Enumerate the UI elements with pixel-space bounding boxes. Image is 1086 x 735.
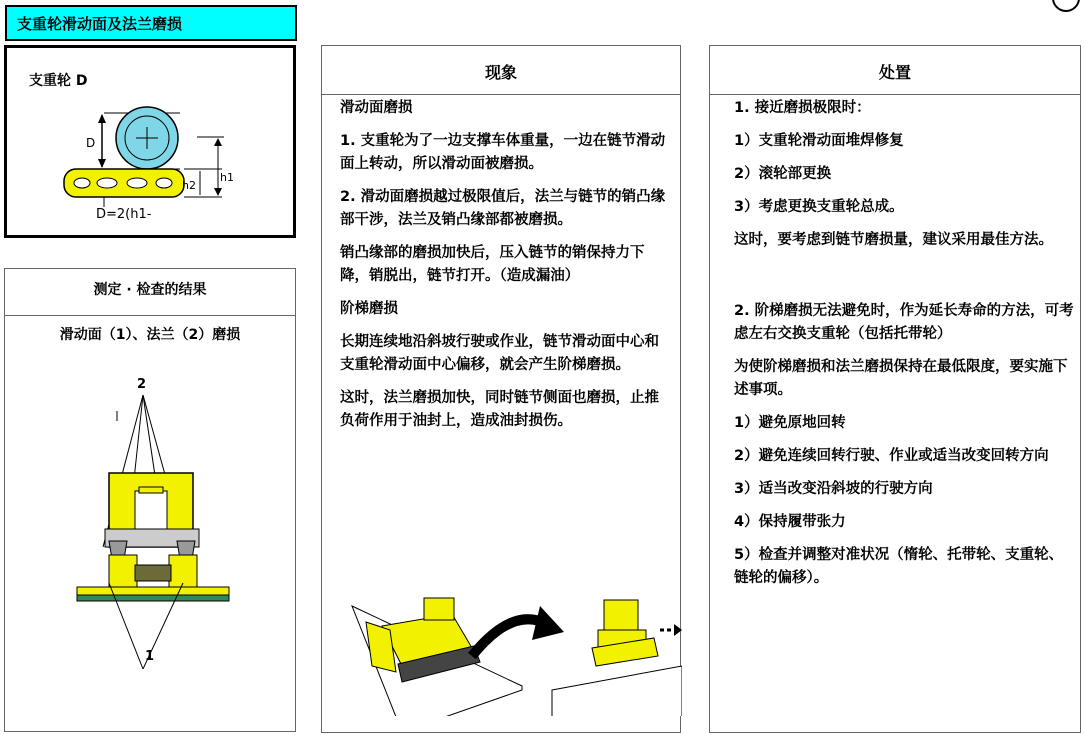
phenomenon-paragraph: 滑动面磨损 (340, 100, 413, 116)
action-header: 处置 (710, 46, 1080, 95)
action-paragraph: 2）避免连续回转行驶、作业或适当改变回转方向 (734, 448, 1049, 464)
action-paragraph: 5）检查并调整对准状况（惰轮、托带轮、支重轮、链轮的偏移）。 (734, 547, 1064, 586)
action-paragraph: 4）保持履带张力 (734, 514, 846, 530)
phenomenon-text (340, 97, 668, 443)
page-corner-circle (1052, 0, 1080, 12)
slope-dozer-illustration (342, 586, 682, 716)
action-paragraph: 1）支重轮滑动面堆焊修复 (734, 133, 904, 149)
action-paragraph: 这时，要考虑到链节磨损量，建议采用最佳方法。 (734, 232, 1053, 248)
phenomenon-header: 现象 (322, 46, 680, 95)
phenomenon-paragraph: 长期连续地沿斜坡行驶或作业，链节滑动面中心和支重轮滑动面中心偏移，就会产生阶梯磨损。 (340, 334, 659, 373)
h1-label: h1 (220, 171, 234, 184)
phenomenon-paragraph: 阶梯磨损 (340, 301, 398, 317)
action-paragraph: 为使阶梯磨损和法兰磨损保持在最低限度，要实施下述事项。 (734, 359, 1068, 398)
action-panel (709, 45, 1081, 733)
page-title: 支重轮滑动面及法兰磨损 (5, 5, 297, 41)
diameter-formula: D=2(h1- (96, 207, 152, 222)
roller-diagram-title: 支重轮 D (29, 73, 88, 89)
action-text (734, 97, 1074, 600)
slide-surface-wear-label: 1 (145, 649, 155, 664)
action-paragraph: 2）滚轮部更换 (734, 166, 832, 182)
inspection-result-subtitle: 滑动面（1）、法兰（2）磨损 (59, 327, 241, 343)
action-paragraph: 3）考虑更换支重轮总成。 (734, 199, 904, 215)
diameter-label: D (86, 136, 96, 150)
roller-diagram-figure (52, 103, 272, 233)
action-paragraph: 1. 接近磨损极限时： (734, 100, 871, 116)
inspection-result-panel (4, 268, 296, 732)
phenomenon-paragraph: 2. 滑动面磨损越过极限值后，法兰与链节的销凸缘部干涉，法兰及销凸缘部都被磨损。 (340, 189, 666, 228)
phenomenon-paragraph: 这时，法兰磨损加快，同时链节侧面也磨损，止推负荷作用于油封上，造成油封损伤。 (340, 390, 659, 429)
phenomenon-paragraph: 销凸缘部的磨损加快后，压入链节的销保持力下降，销脱出，链节打开。（造成漏油） (340, 245, 645, 284)
action-paragraph: 3）适当改变沿斜坡的行驶方向 (734, 481, 933, 497)
inspection-result-header: 测定 · 检查的结果 (5, 269, 295, 316)
flange-wear-label: 2 (137, 377, 147, 392)
action-paragraph: 1）避免原地回转 (734, 415, 846, 431)
phenomenon-paragraph: 1. 支重轮为了一边支撑车体重量，一边在链节滑动面上转动，所以滑动面被磨损。 (340, 133, 666, 172)
roller-diagram-panel (4, 45, 296, 238)
phenomenon-panel (321, 45, 681, 733)
h2-label: h2 (182, 179, 196, 192)
wear-cross-section-figure (65, 369, 255, 669)
action-paragraph: 2. 阶梯磨损无法避免时，作为延长寿命的方法，可考虑左右交换支重轮（包括托带轮） (734, 303, 1074, 342)
